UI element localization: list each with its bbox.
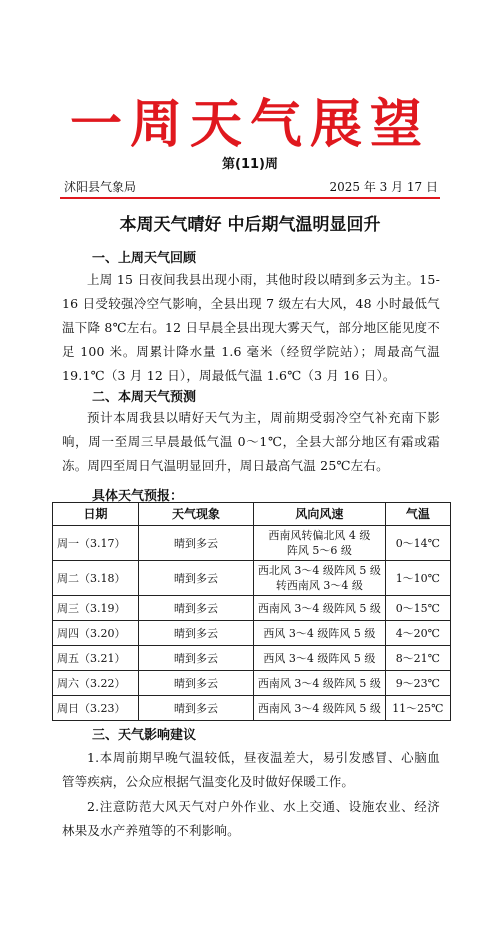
table-row xyxy=(53,561,451,596)
cell-date: 周四（3.20） xyxy=(53,621,139,646)
cell-temp: 9～23℃ xyxy=(385,671,450,696)
cell-temp: 1～10℃ xyxy=(385,561,450,596)
cell-wind xyxy=(254,561,386,596)
forecast-paragraph: 预计本周我县以晴好天气为主，周前期受弱冷空气补充南下影响，周一至周三早晨最低气温 0～1℃，全县大部分地区有霜或霜冻。周四至周日气温明显回升，周日最高气温 25℃左右。 xyxy=(62,410,440,473)
issue-number: 第(11)周 xyxy=(222,157,278,172)
header-wind: 风向风速 xyxy=(254,503,386,526)
cell-weather: 晴到多云 xyxy=(139,526,254,561)
cell-weather: 晴到多云 xyxy=(139,646,254,671)
cell-weather: 晴到多云 xyxy=(139,621,254,646)
cell-temp: 0～15℃ xyxy=(385,596,450,621)
cell-date: 周三（3.19） xyxy=(53,596,139,621)
table-label: 具体天气预报： xyxy=(92,489,184,504)
publish-date: 2025 年 3 月 17 日 xyxy=(329,180,438,194)
table-row xyxy=(53,621,451,646)
advice-item-2: 2.注意防范大风天气对户外作业、水上交通、设施农业、经济林果及水产养殖等的不利影响。 xyxy=(62,799,440,838)
wind-line-1: 西南风转偏北风 4 级 xyxy=(268,529,371,542)
section-heading-forecast: 二、本周天气预测 xyxy=(92,390,197,405)
cell-date: 周六（3.22） xyxy=(53,671,139,696)
red-divider xyxy=(60,197,440,199)
cell-date: 周一（3.17） xyxy=(53,526,139,561)
table-header-row xyxy=(53,503,451,526)
publisher: 沭阳县气象局 xyxy=(64,180,137,194)
table-row xyxy=(53,596,451,621)
cell-date: 周二（3.18） xyxy=(53,561,139,596)
wind-line-2: 转西南风 3～4 级 xyxy=(275,579,363,592)
cell-temp: 11～25℃ xyxy=(385,696,450,721)
section-heading-review: 一、上周天气回顾 xyxy=(92,251,197,266)
advice-item-1: 1.本周前期早晚气温较低，昼夜温差大，易引发感冒、心脑血管等疾病，公众应根据气温变化及时做好保暖工作。 xyxy=(62,750,440,789)
table-row xyxy=(53,696,451,721)
wind-line-1: 西北风 3～4 级阵风 5 级 xyxy=(257,564,381,577)
header-weather: 天气现象 xyxy=(139,503,254,526)
cell-wind: 西南风 3～4 级阵风 5 级 xyxy=(254,696,386,721)
review-paragraph: 上周 15 日夜间我县出现小雨，其他时段以晴到多云为主。15-16 日受较强冷空气影响，全县出现 7 级左右大风，48 小时最低气温下降 8℃左右。12 日早晨全县出现大雾天气，部分地区能见度不足 100 米。周累计降水量 1.6 毫米（经贸学院站）；周最高气温 19.1℃（3 月 12 日），周最低气温 1.6℃（3 月 16 日）。 xyxy=(62,272,440,383)
forecast-table xyxy=(52,502,451,721)
cell-wind: 西风 3～4 级阵风 5 级 xyxy=(254,646,386,671)
cell-wind: 西南风 3～4 级阵风 5 级 xyxy=(254,596,386,621)
section-heading-advice: 三、天气影响建议 xyxy=(92,728,197,743)
cell-weather: 晴到多云 xyxy=(139,696,254,721)
header-date: 日期 xyxy=(53,503,139,526)
headline: 本周天气晴好 中后期气温明显回升 xyxy=(119,215,381,235)
table-row xyxy=(53,671,451,696)
cell-temp: 8～21℃ xyxy=(385,646,450,671)
cell-wind xyxy=(254,526,386,561)
header-temp: 气温 xyxy=(385,503,450,526)
cell-weather: 晴到多云 xyxy=(139,671,254,696)
masthead-title: 一周天气展望 xyxy=(69,94,430,155)
cell-weather: 晴到多云 xyxy=(139,561,254,596)
wind-line-2: 阵风 5～6 级 xyxy=(286,544,352,557)
cell-wind: 西南风 3～4 级阵风 5 级 xyxy=(254,671,386,696)
meta-row xyxy=(64,178,438,195)
table-row xyxy=(53,526,451,561)
cell-date: 周五（3.21） xyxy=(53,646,139,671)
cell-temp: 0～14℃ xyxy=(385,526,450,561)
cell-wind: 西风 3～4 级阵风 5 级 xyxy=(254,621,386,646)
cell-date: 周日（3.23） xyxy=(53,696,139,721)
cell-weather: 晴到多云 xyxy=(139,596,254,621)
table-row xyxy=(53,646,451,671)
cell-temp: 4～20℃ xyxy=(385,621,450,646)
